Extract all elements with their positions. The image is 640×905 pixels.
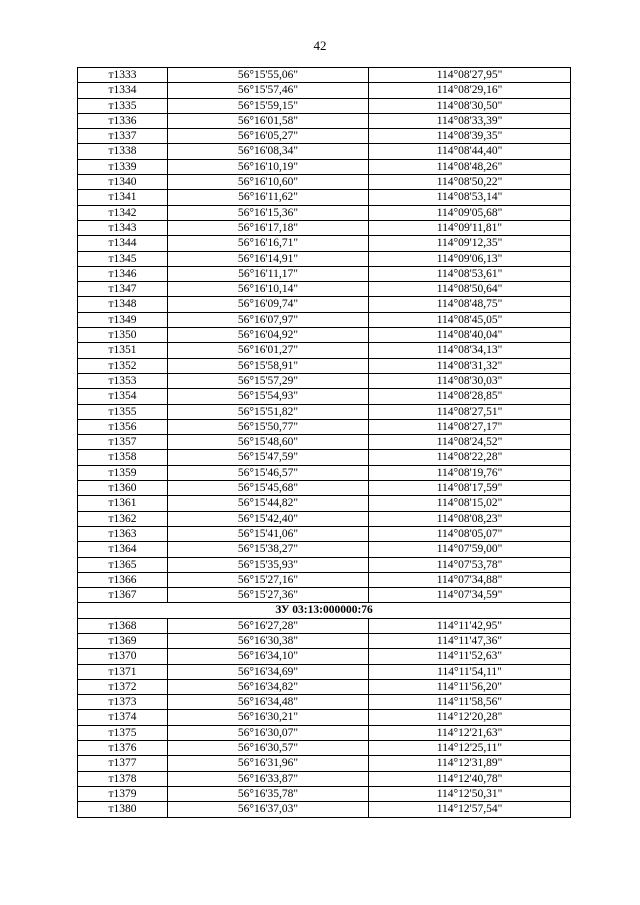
point-id-cell: т1334 — [78, 83, 168, 98]
table-row — [78, 98, 571, 113]
longitude-cell: 114°08'15,02" — [369, 496, 571, 511]
table-row — [78, 542, 571, 557]
longitude-cell: 114°08'33,39" — [369, 113, 571, 128]
point-id-cell: т1346 — [78, 266, 168, 281]
table-row — [78, 786, 571, 801]
point-id-cell: т1356 — [78, 419, 168, 434]
longitude-cell: 114°08'05,07" — [369, 526, 571, 541]
longitude-cell: 114°08'28,85" — [369, 389, 571, 404]
table-row — [78, 557, 571, 572]
coordinates-table — [77, 67, 571, 818]
latitude-cell: 56°15'41,06" — [168, 526, 369, 541]
longitude-cell: 114°08'24,52" — [369, 435, 571, 450]
longitude-cell: 114°08'53,14" — [369, 190, 571, 205]
latitude-cell: 56°15'59,15" — [168, 98, 369, 113]
table-row — [78, 588, 571, 603]
latitude-cell: 56°16'33,87" — [168, 771, 369, 786]
latitude-cell: 56°16'34,69" — [168, 664, 369, 679]
table-row — [78, 450, 571, 465]
point-id-cell: т1380 — [78, 802, 168, 817]
point-id-cell: т1359 — [78, 465, 168, 480]
latitude-cell: 56°15'48,60" — [168, 435, 369, 450]
longitude-cell: 114°08'50,22" — [369, 175, 571, 190]
table-row — [78, 664, 571, 679]
table-row — [78, 695, 571, 710]
longitude-cell: 114°12'31,89" — [369, 756, 571, 771]
longitude-cell: 114°11'42,95" — [369, 618, 571, 633]
point-id-cell: т1363 — [78, 526, 168, 541]
point-id-cell: т1366 — [78, 572, 168, 587]
latitude-cell: 56°16'15,36" — [168, 205, 369, 220]
longitude-cell: 114°08'22,28" — [369, 450, 571, 465]
latitude-cell: 56°16'35,78" — [168, 786, 369, 801]
longitude-cell: 114°08'40,04" — [369, 328, 571, 343]
point-id-cell: т1358 — [78, 450, 168, 465]
table-row — [78, 190, 571, 205]
point-id-cell: т1372 — [78, 679, 168, 694]
point-id-cell: т1373 — [78, 695, 168, 710]
latitude-cell: 56°16'10,14" — [168, 282, 369, 297]
point-id-cell: т1379 — [78, 786, 168, 801]
longitude-cell: 114°09'11,81" — [369, 220, 571, 235]
table-row — [78, 389, 571, 404]
longitude-cell: 114°12'50,31" — [369, 786, 571, 801]
longitude-cell: 114°12'20,28" — [369, 710, 571, 725]
point-id-cell: т1355 — [78, 404, 168, 419]
longitude-cell: 114°08'44,40" — [369, 144, 571, 159]
point-id-cell: т1354 — [78, 389, 168, 404]
longitude-cell: 114°08'08,23" — [369, 511, 571, 526]
table-row — [78, 511, 571, 526]
latitude-cell: 56°16'30,21" — [168, 710, 369, 725]
longitude-cell: 114°08'48,26" — [369, 159, 571, 174]
table-row — [78, 572, 571, 587]
longitude-cell: 114°08'17,59" — [369, 481, 571, 496]
latitude-cell: 56°15'47,59" — [168, 450, 369, 465]
latitude-cell: 56°15'27,36" — [168, 588, 369, 603]
point-id-cell: т1337 — [78, 129, 168, 144]
latitude-cell: 56°16'14,91" — [168, 251, 369, 266]
latitude-cell: 56°16'31,96" — [168, 756, 369, 771]
table-row — [78, 144, 571, 159]
point-id-cell: т1378 — [78, 771, 168, 786]
latitude-cell: 56°15'58,91" — [168, 358, 369, 373]
latitude-cell: 56°15'54,93" — [168, 389, 369, 404]
table-row — [78, 266, 571, 281]
point-id-cell: т1344 — [78, 236, 168, 251]
latitude-cell: 56°16'01,27" — [168, 343, 369, 358]
point-id-cell: т1370 — [78, 649, 168, 664]
longitude-cell: 114°09'12,35" — [369, 236, 571, 251]
table-row — [78, 312, 571, 327]
latitude-cell: 56°15'57,29" — [168, 373, 369, 388]
longitude-cell: 114°12'40,78" — [369, 771, 571, 786]
latitude-cell: 56°16'07,97" — [168, 312, 369, 327]
longitude-cell: 114°09'05,68" — [369, 205, 571, 220]
latitude-cell: 56°15'46,57" — [168, 465, 369, 480]
latitude-cell: 56°16'30,38" — [168, 633, 369, 648]
latitude-cell: 56°16'10,60" — [168, 175, 369, 190]
section-header-group — [78, 603, 571, 618]
point-id-cell: т1365 — [78, 557, 168, 572]
section-header-row — [78, 603, 571, 618]
page-number: 42 — [313, 38, 327, 53]
table-row — [78, 526, 571, 541]
latitude-cell: 56°16'37,03" — [168, 802, 369, 817]
longitude-cell: 114°11'56,20" — [369, 679, 571, 694]
longitude-cell: 114°08'29,16" — [369, 83, 571, 98]
point-id-cell: т1361 — [78, 496, 168, 511]
point-id-cell: т1369 — [78, 633, 168, 648]
point-id-cell: т1377 — [78, 756, 168, 771]
table-row — [78, 649, 571, 664]
table-row — [78, 496, 571, 511]
point-id-cell: т1360 — [78, 481, 168, 496]
longitude-cell: 114°11'47,36" — [369, 633, 571, 648]
latitude-cell: 56°16'27,28" — [168, 618, 369, 633]
table-row — [78, 205, 571, 220]
longitude-cell: 114°07'34,59" — [369, 588, 571, 603]
table-row — [78, 220, 571, 235]
section-title: ЗУ 03:13:000000:76 — [78, 603, 571, 618]
table-row — [78, 358, 571, 373]
latitude-cell: 56°16'05,27" — [168, 129, 369, 144]
latitude-cell: 56°16'01,58" — [168, 113, 369, 128]
table-row — [78, 343, 571, 358]
point-id-cell: т1371 — [78, 664, 168, 679]
latitude-cell: 56°16'16,71" — [168, 236, 369, 251]
point-id-cell: т1342 — [78, 205, 168, 220]
table-row — [78, 328, 571, 343]
point-id-cell: т1343 — [78, 220, 168, 235]
table-row — [78, 159, 571, 174]
coordinates-group-1 — [78, 68, 571, 603]
table-row — [78, 481, 571, 496]
latitude-cell: 56°15'51,82" — [168, 404, 369, 419]
point-id-cell: т1364 — [78, 542, 168, 557]
latitude-cell: 56°15'35,93" — [168, 557, 369, 572]
point-id-cell: т1376 — [78, 741, 168, 756]
longitude-cell: 114°08'48,75" — [369, 297, 571, 312]
point-id-cell: т1351 — [78, 343, 168, 358]
longitude-cell: 114°08'30,03" — [369, 373, 571, 388]
table-row — [78, 679, 571, 694]
latitude-cell: 56°15'45,68" — [168, 481, 369, 496]
longitude-cell: 114°08'30,50" — [369, 98, 571, 113]
latitude-cell: 56°16'04,92" — [168, 328, 369, 343]
longitude-cell: 114°08'31,32" — [369, 358, 571, 373]
point-id-cell: т1333 — [78, 68, 168, 83]
point-id-cell: т1345 — [78, 251, 168, 266]
latitude-cell: 56°15'50,77" — [168, 419, 369, 434]
point-id-cell: т1338 — [78, 144, 168, 159]
table-row — [78, 741, 571, 756]
longitude-cell: 114°08'27,17" — [369, 419, 571, 434]
table-row — [78, 802, 571, 817]
longitude-cell: 114°08'27,95" — [369, 68, 571, 83]
longitude-cell: 114°09'06,13" — [369, 251, 571, 266]
longitude-cell: 114°08'50,64" — [369, 282, 571, 297]
table-row — [78, 251, 571, 266]
longitude-cell: 114°11'54,11" — [369, 664, 571, 679]
table-row — [78, 236, 571, 251]
table-row — [78, 419, 571, 434]
latitude-cell: 56°16'11,17" — [168, 266, 369, 281]
longitude-cell: 114°12'57,54" — [369, 802, 571, 817]
latitude-cell: 56°15'55,06" — [168, 68, 369, 83]
point-id-cell: т1375 — [78, 725, 168, 740]
latitude-cell: 56°15'57,46" — [168, 83, 369, 98]
longitude-cell: 114°07'59,00" — [369, 542, 571, 557]
table-row — [78, 710, 571, 725]
table-row — [78, 771, 571, 786]
longitude-cell: 114°08'27,51" — [369, 404, 571, 419]
latitude-cell: 56°16'30,57" — [168, 741, 369, 756]
table-row — [78, 725, 571, 740]
point-id-cell: т1341 — [78, 190, 168, 205]
table-row — [78, 175, 571, 190]
table-row — [78, 297, 571, 312]
table-row — [78, 756, 571, 771]
table-row — [78, 633, 571, 648]
latitude-cell: 56°15'44,82" — [168, 496, 369, 511]
table-row — [78, 435, 571, 450]
point-id-cell: т1339 — [78, 159, 168, 174]
longitude-cell: 114°08'34,13" — [369, 343, 571, 358]
point-id-cell: т1335 — [78, 98, 168, 113]
table-row — [78, 113, 571, 128]
longitude-cell: 114°11'58,56" — [369, 695, 571, 710]
point-id-cell: т1348 — [78, 297, 168, 312]
point-id-cell: т1340 — [78, 175, 168, 190]
point-id-cell: т1336 — [78, 113, 168, 128]
latitude-cell: 56°16'09,74" — [168, 297, 369, 312]
latitude-cell: 56°15'27,16" — [168, 572, 369, 587]
point-id-cell: т1349 — [78, 312, 168, 327]
latitude-cell: 56°15'38,27" — [168, 542, 369, 557]
point-id-cell: т1352 — [78, 358, 168, 373]
latitude-cell: 56°16'10,19" — [168, 159, 369, 174]
latitude-cell: 56°16'17,18" — [168, 220, 369, 235]
point-id-cell: т1367 — [78, 588, 168, 603]
latitude-cell: 56°16'34,10" — [168, 649, 369, 664]
longitude-cell: 114°12'21,63" — [369, 725, 571, 740]
latitude-cell: 56°15'42,40" — [168, 511, 369, 526]
table-row — [78, 618, 571, 633]
point-id-cell: т1347 — [78, 282, 168, 297]
longitude-cell: 114°08'39,35" — [369, 129, 571, 144]
table-row — [78, 282, 571, 297]
table-row — [78, 129, 571, 144]
longitude-cell: 114°07'53,78" — [369, 557, 571, 572]
longitude-cell: 114°08'53,61" — [369, 266, 571, 281]
latitude-cell: 56°16'11,62" — [168, 190, 369, 205]
table-row — [78, 83, 571, 98]
coordinates-group-2 — [78, 618, 571, 817]
longitude-cell: 114°11'52,63" — [369, 649, 571, 664]
longitude-cell: 114°08'45,05" — [369, 312, 571, 327]
latitude-cell: 56°16'34,82" — [168, 679, 369, 694]
latitude-cell: 56°16'30,07" — [168, 725, 369, 740]
point-id-cell: т1362 — [78, 511, 168, 526]
longitude-cell: 114°12'25,11" — [369, 741, 571, 756]
table-row — [78, 465, 571, 480]
point-id-cell: т1374 — [78, 710, 168, 725]
latitude-cell: 56°16'34,48" — [168, 695, 369, 710]
point-id-cell: т1350 — [78, 328, 168, 343]
point-id-cell: т1353 — [78, 373, 168, 388]
table-row — [78, 373, 571, 388]
point-id-cell: т1357 — [78, 435, 168, 450]
longitude-cell: 114°07'34,88" — [369, 572, 571, 587]
latitude-cell: 56°16'08,34" — [168, 144, 369, 159]
table-row — [78, 68, 571, 83]
table-row — [78, 404, 571, 419]
longitude-cell: 114°08'19,76" — [369, 465, 571, 480]
point-id-cell: т1368 — [78, 618, 168, 633]
